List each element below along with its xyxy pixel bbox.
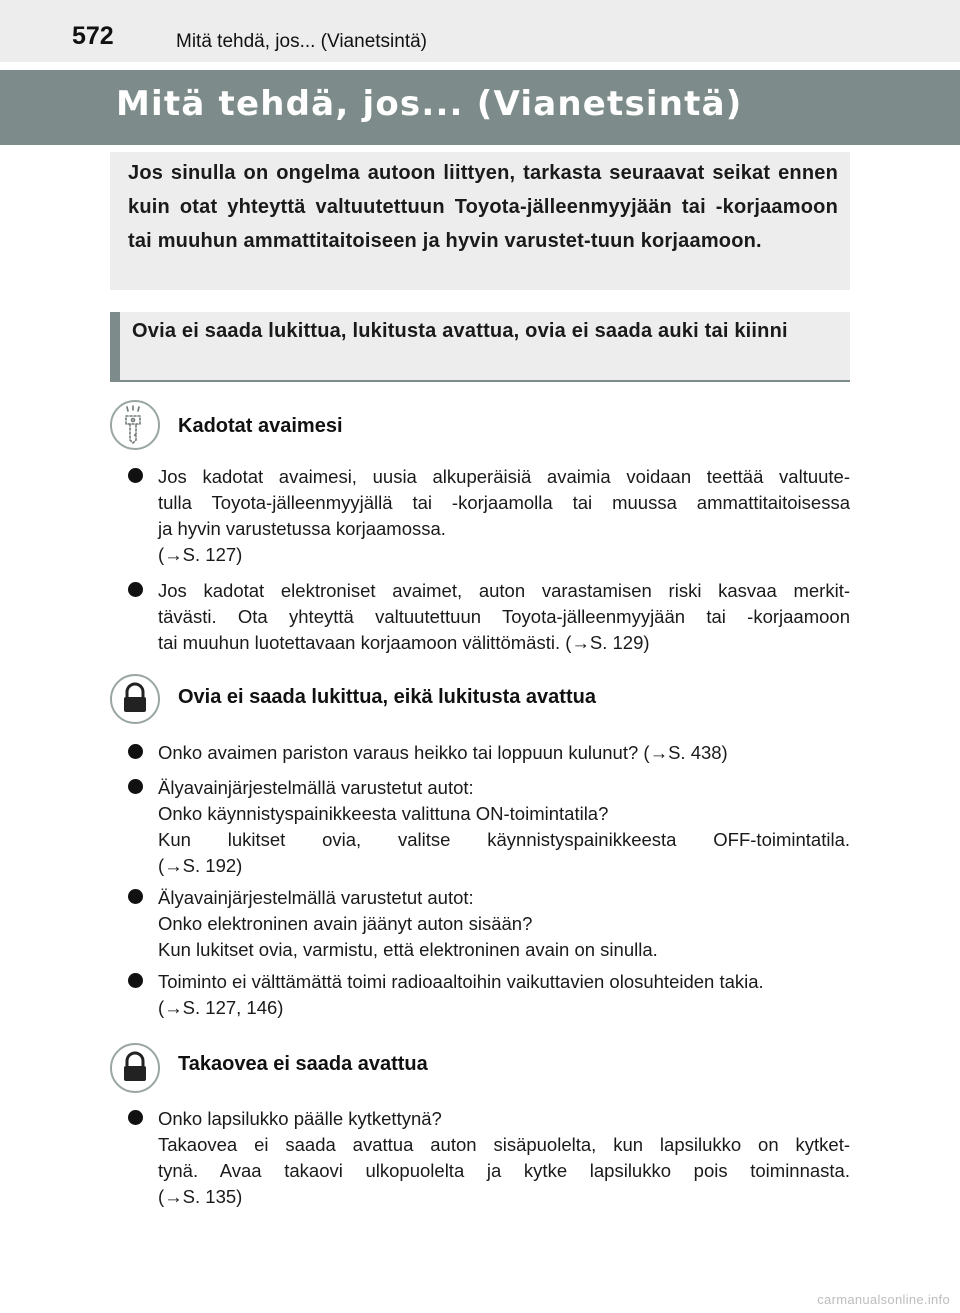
bullet-dot — [128, 468, 143, 483]
bullet-dot — [128, 889, 143, 904]
page-number: 572 — [72, 22, 114, 50]
intro-text: Jos sinulla on ongelma autoon liittyen, tarkasta seuraavat seikat ennen kuin otat yhteyttä valtuutettuun Toyota-jälleenmyyjään tai -korjaamoon tai muuhun ammattitaitoiseen ja hyvin varustet-tuun korjaamoon. — [128, 162, 838, 252]
bullet-doors-lock-1: Onko avaimen pariston varaus heikko tai loppuun kulunut? (→S. 438) — [128, 740, 850, 766]
bullet-dot — [128, 779, 143, 794]
bullet-lost-keys-1: Jos kadotat avaimesi, uusia alkuperäisiä avaimia voidaan teettää valtuute- tulla Toyota-jälleenmyyjällä tai -korjaamolla tai muussa ammattitaitoisessa ja hyvin varustetussa korjaamossa. (→S. 127) — [128, 464, 850, 568]
section-heading-box — [110, 312, 850, 382]
bullet-dot — [128, 973, 143, 988]
bullet-dot — [128, 744, 143, 759]
subhead-rear-door: Takaovea ei saada avattua — [178, 1053, 428, 1075]
bullet-doors-lock-2: Älyavainjärjestelmällä varustetut autot: Onko käynnistyspainikkeesta valittuna ON-toimintatila? Kun lukitset ovia, valitse käynnistyspainikkeesta OFF-toimintatila. (→S. 192) — [128, 775, 850, 879]
bullet-doors-lock-4: Toiminto ei välttämättä toimi radioaaltoihin vaikuttavien olosuhteiden takia. (→S. 127, 146) — [128, 969, 850, 1021]
page-header — [0, 0, 960, 62]
bullet-dot — [128, 1110, 143, 1125]
running-title: Mitä tehdä, jos... (Vianetsintä) — [176, 31, 427, 52]
bullet-dot — [128, 582, 143, 597]
key-icon — [110, 400, 160, 450]
lock-icon — [110, 674, 160, 724]
bullet-lost-keys-2: Jos kadotat elektroniset avaimet, auton varastamisen riski kasvaa merkit- tävästi. Ota yhteyttä valtuutettuun Toyota-jälleenmyyjään tai -korjaamoon tai muuhun luotettavaan korjaamoon välittömästi. (→S. 129) — [128, 578, 850, 656]
subhead-doors-lock: Ovia ei saada lukittua, eikä lukitusta avattua — [178, 686, 596, 708]
title-band — [0, 70, 960, 145]
bullet-doors-lock-3: Älyavainjärjestelmällä varustetut autot: Onko elektroninen avain jäänyt auton sisään? Kun lukitset ovia, varmistu, että elektroninen avain on sinulla. — [128, 885, 850, 963]
lock-icon — [110, 1043, 160, 1093]
subhead-lost-keys: Kadotat avaimesi — [178, 415, 343, 437]
bullet-rear-door-1: Onko lapsilukko päälle kytkettynä? Takaovea ei saada avattua auton sisäpuolelta, kun lapsilukko on kytket- tynä. Avaa takaovi ulkopuolelta ja kytke lapsilukko pois toiminnasta. (→S. 135) — [128, 1106, 850, 1210]
page-title: Mitä tehdä, jos... (Vianetsintä) — [116, 84, 743, 124]
watermark: carmanualsonline.info — [817, 1292, 950, 1307]
section-title: Ovia ei saada lukittua, lukitusta avattua, ovia ei saada auki tai kiinni — [132, 320, 788, 342]
intro-box — [110, 152, 850, 290]
